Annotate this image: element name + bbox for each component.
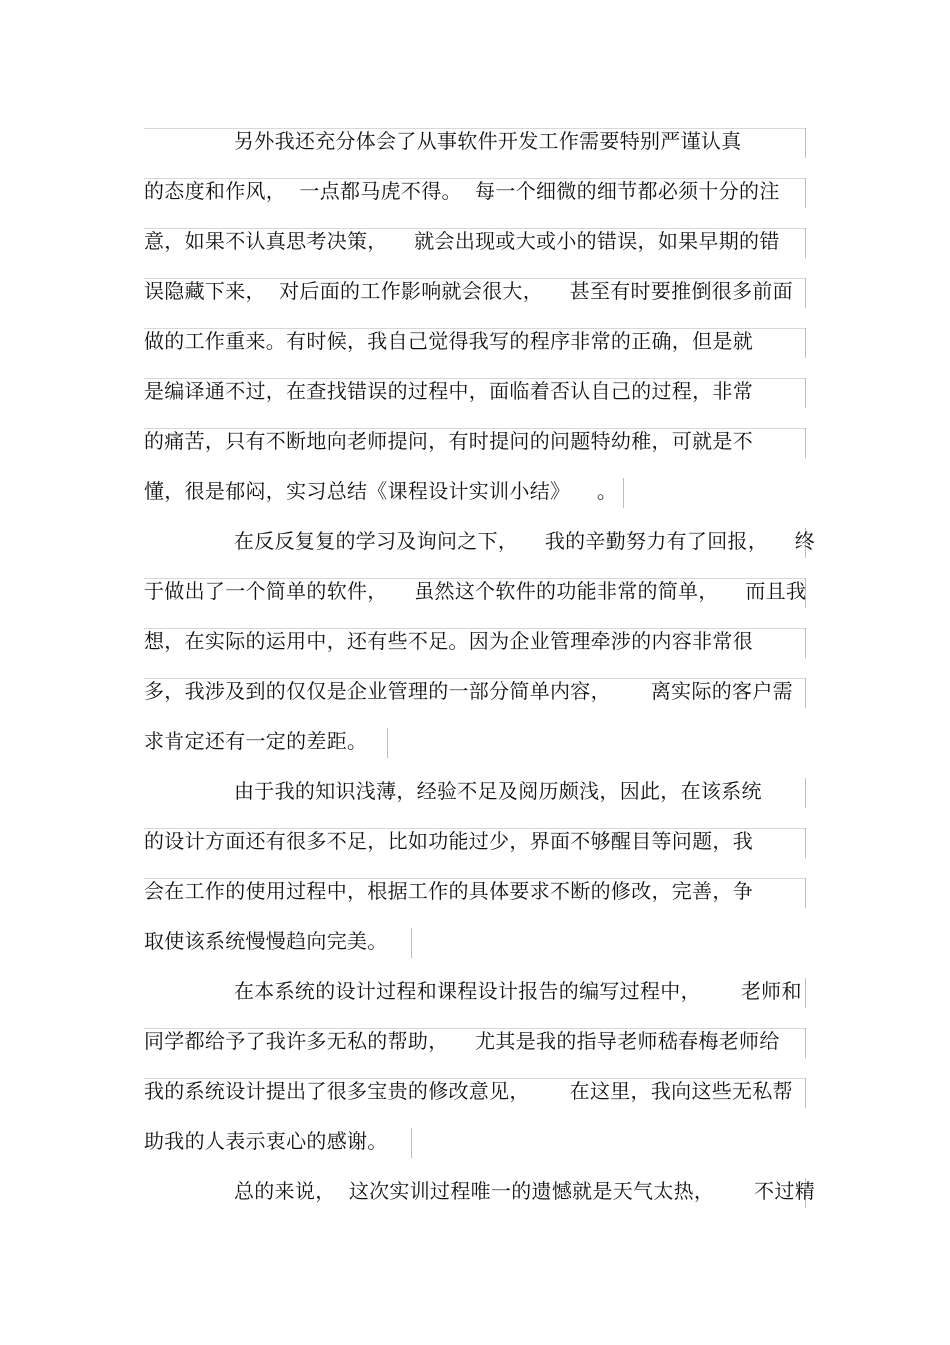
text-line: 由于我的知识浅薄，经验不足及阅历颇浅，因此，在该系统 — [234, 779, 762, 803]
text-box-edge — [805, 678, 806, 708]
text-line: 助我的人表示衷心的感谢。 — [144, 1129, 388, 1153]
text-line: 我的系统设计提出了很多宝贵的修改意见， 在这里，我向这些无私帮 — [144, 1079, 793, 1103]
text-line: 的痛苦，只有不断地向老师提问，有时提问的问题特幼稚，可就是不 — [144, 429, 753, 453]
text-box-edge — [805, 228, 806, 258]
text-box-edge — [805, 878, 806, 908]
text-box-edge — [805, 428, 806, 458]
text-line: 于做出了一个简单的软件， 虽然这个软件的功能非常的简单， 而且我 — [144, 579, 807, 603]
text-box-edge — [805, 1028, 806, 1058]
text-line: 的设计方面还有很多不足，比如功能过少，界面不够醒目等问题，我 — [144, 829, 753, 853]
text-box-edge — [805, 1078, 806, 1108]
text-line: 意，如果不认真思考决策， 就会出现或大或小的错误，如果早期的错 — [144, 229, 780, 253]
text-box-edge — [623, 478, 624, 508]
text-line: 会在工作的使用过程中，根据工作的具体要求不断的修改，完善，争 — [144, 879, 753, 903]
text-box-edge — [805, 978, 806, 1008]
text-box-edge — [411, 1128, 412, 1158]
text-line: 在反反复复的学习及询问之下， 我的辛勤努力有了回报， 终 — [234, 529, 816, 553]
text-line: 求肯定还有一定的差距。 — [144, 729, 368, 753]
text-line: 是编译通不过，在查找错误的过程中，面临着否认自己的过程，非常 — [144, 379, 753, 403]
text-line: 误隐藏下来， 对后面的工作影响就会很大， 甚至有时要推倒很多前面 — [144, 279, 793, 303]
text-line: 多，我涉及到的仅仅是企业管理的一部分简单内容， 离实际的客户需 — [144, 679, 793, 703]
text-line: 同学都给予了我许多无私的帮助， 尤其是我的指导老师嵇春梅老师给 — [144, 1029, 780, 1053]
text-line: 的态度和作风， 一点都马虎不得。 每一个细微的细节都必须十分的注 — [144, 179, 780, 203]
text-line: 做的工作重来。有时候，我自己觉得我写的程序非常的正确，但是就 — [144, 329, 753, 353]
text-box-edge — [805, 178, 806, 208]
text-box-edge — [805, 278, 806, 308]
text-box-edge — [805, 378, 806, 408]
text-line: 在本系统的设计过程和课程设计报告的编写过程中， 老师和 — [234, 979, 802, 1003]
text-box-edge — [411, 928, 412, 958]
text-box-edge — [805, 128, 806, 158]
text-box-edge — [805, 628, 806, 658]
text-line: 想，在实际的运用中，还有些不足。因为企业管理牵涉的内容非常很 — [144, 629, 753, 653]
text-box-edge — [805, 828, 806, 858]
text-line: 总的来说， 这次实训过程唯一的遗憾就是天气太热， 不过精 — [234, 1179, 816, 1203]
text-box-edge — [805, 328, 806, 358]
text-line: 另外我还充分体会了从事软件开发工作需要特别严谨认真 — [234, 129, 742, 153]
text-box-edge — [387, 728, 388, 758]
text-box-edge — [805, 778, 806, 808]
text-line: 懂，很是郁闷，实习总结《课程设计实训小结》 。 — [144, 479, 618, 503]
text-line: 取使该系统慢慢趋向完美。 — [144, 929, 388, 953]
